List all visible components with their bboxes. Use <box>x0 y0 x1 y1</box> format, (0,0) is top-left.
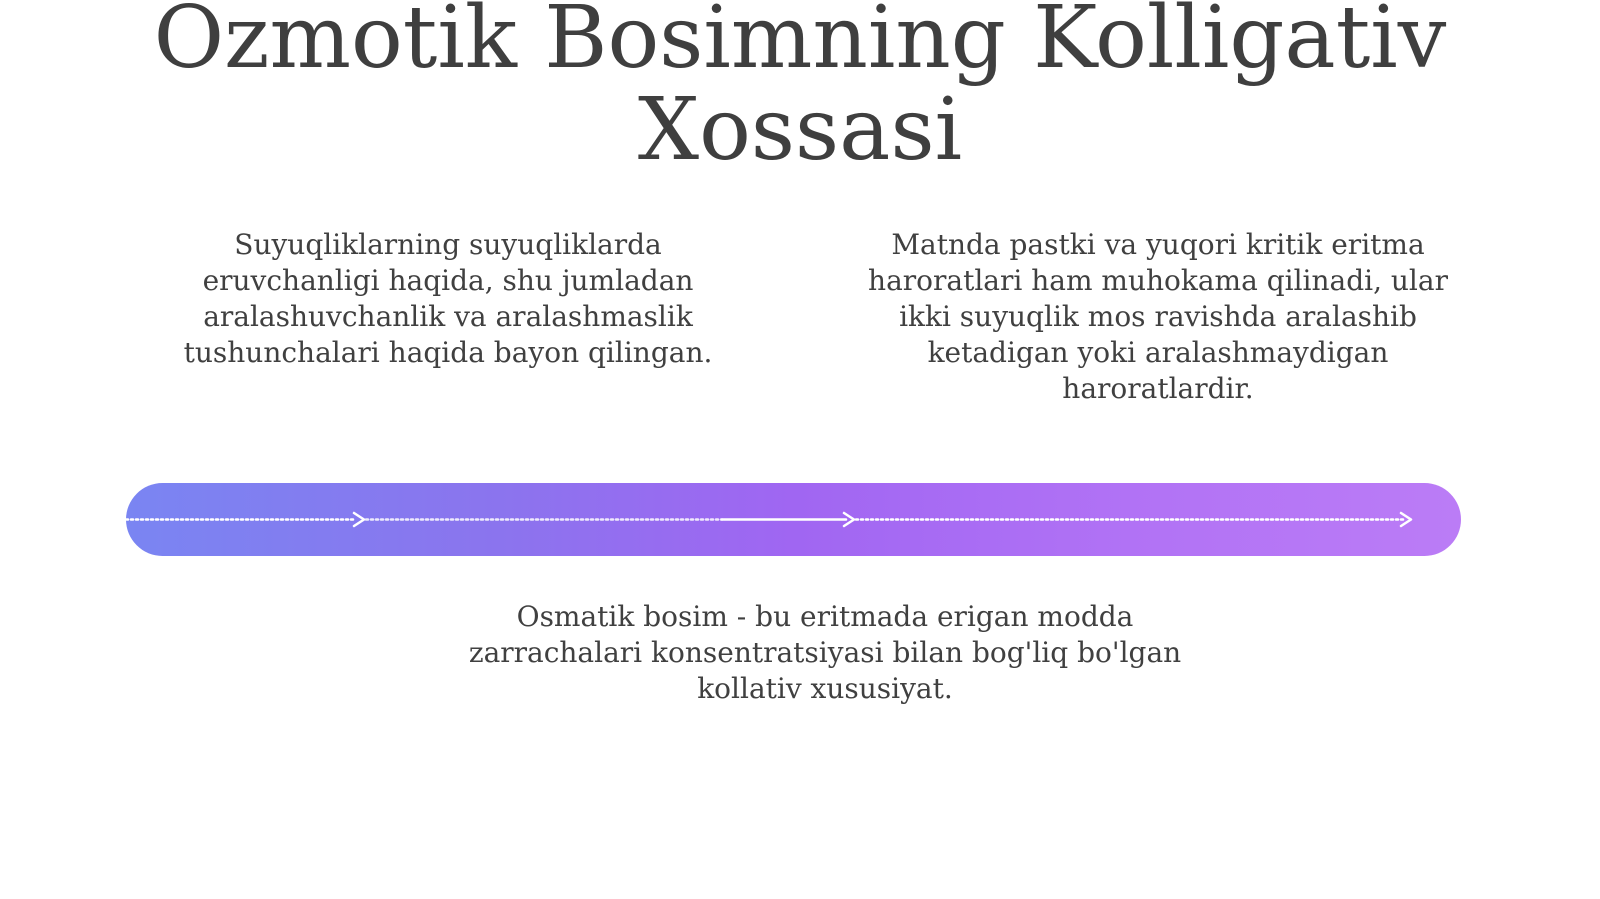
left-text-block: Suyuqliklarning suyuqliklarda eruvchanligi haqida, shu jumladan aralashuvchanlik va aralashmaslik tushunchalari haqida bayon qilingan. <box>183 228 713 369</box>
slide-title: Ozmotik Bosimning Kolligativ Xossasi <box>153 0 1447 180</box>
right-text-block: Matnda pastki va yuqori kritik eritma haroratlari ham muhokama qilinadi, ular ikki suyuqlik mos ravishda aralashib ketadigan yoki aralashmaydigan haroratlardir. <box>868 228 1448 405</box>
timeline-bar <box>126 483 1461 556</box>
timeline-arrows <box>126 483 1461 556</box>
arrow-right-icon <box>354 513 364 526</box>
bottom-text-block: Osmatik bosim - bu eritmada erigan modda zarrachalari konsentratsiyasi bilan bog'liq bo'lgan kollativ xususiyat. <box>468 600 1182 705</box>
